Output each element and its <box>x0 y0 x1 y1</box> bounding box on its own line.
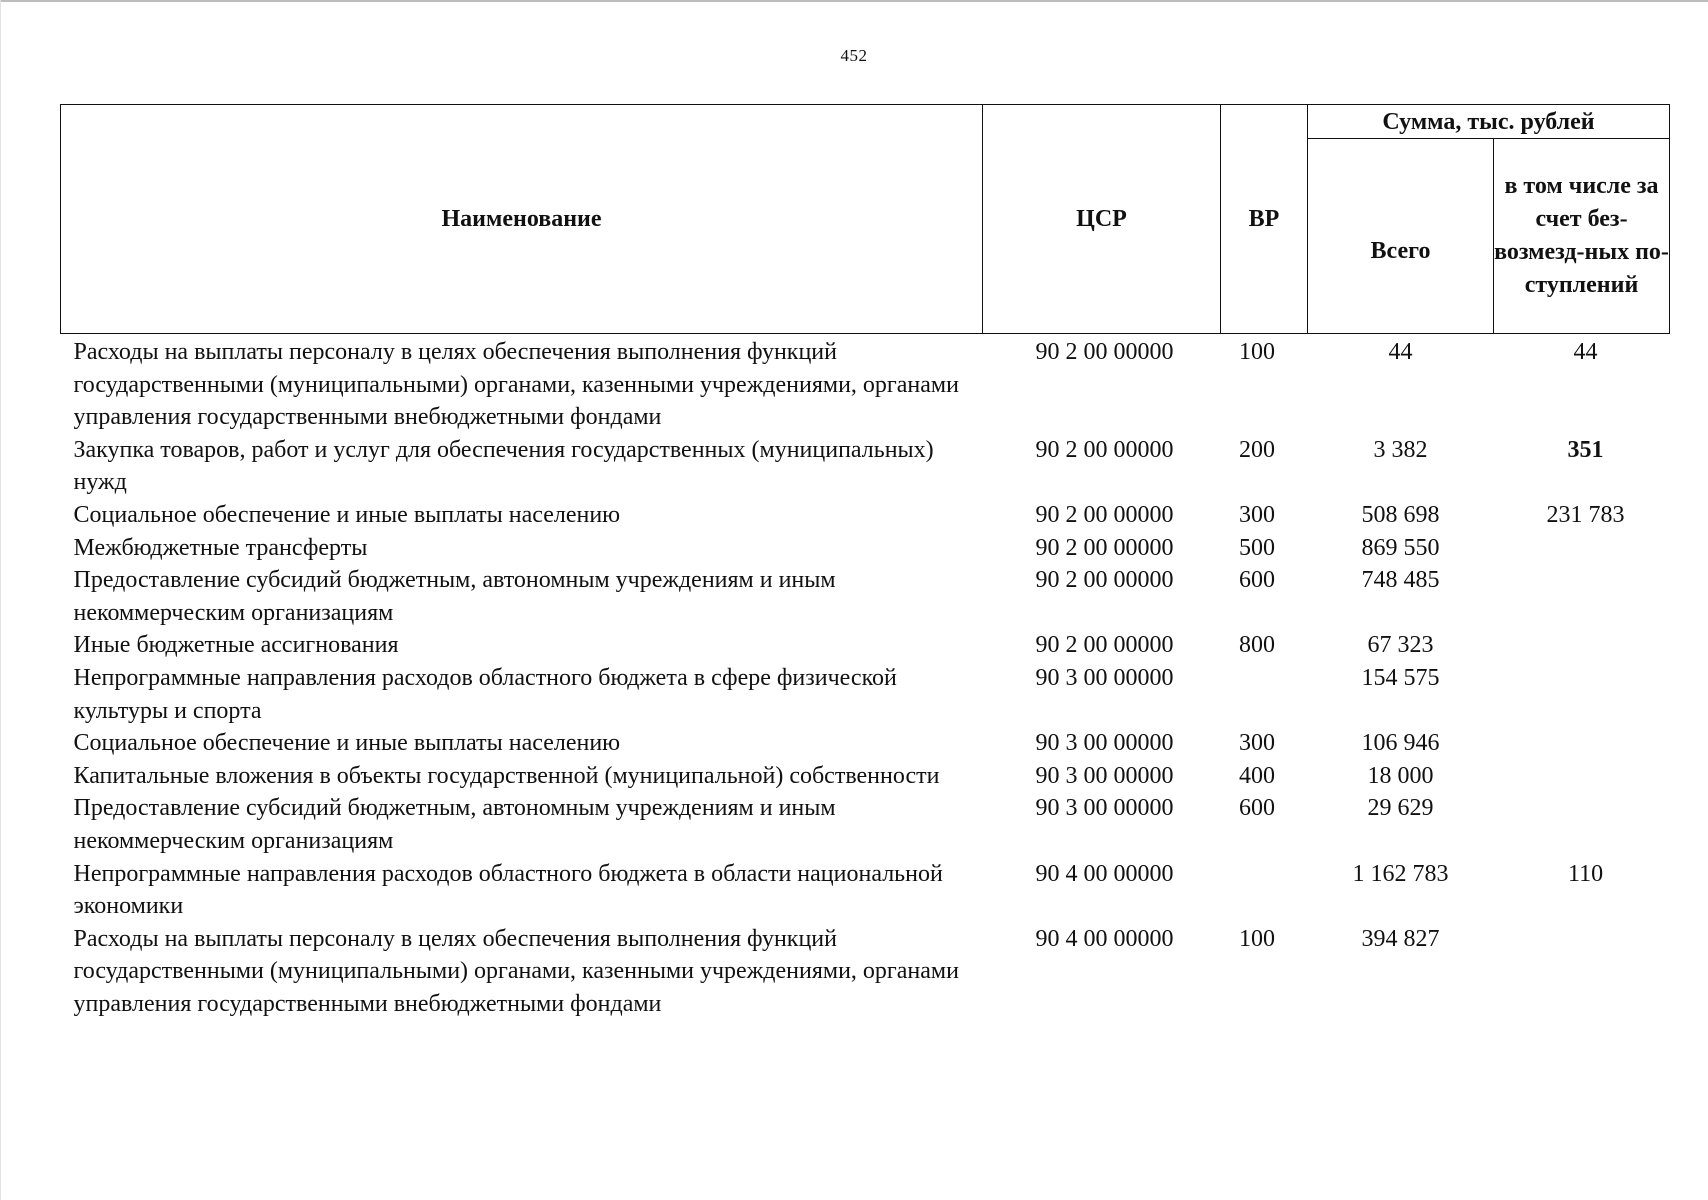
row-vr: 100 <box>1239 925 1275 952</box>
row-total: 748 485 <box>1361 567 1440 594</box>
row-total: 3 382 <box>1373 436 1428 463</box>
row-name: Социальное обеспечение и иные выплаты населению <box>73 501 621 528</box>
row-including: 351 <box>1567 436 1604 463</box>
scan-edge-left <box>0 0 1 1200</box>
table-body <box>61 334 1670 1021</box>
row-csr: 90 3 00 00000 <box>1035 664 1174 691</box>
row-name: Расходы на выплаты персоналу в целях обеспечения выполнения функций государственными (муниципальными) органами, казенными учреждениями, органами управления государственными внебюджетными фондами <box>73 925 959 1017</box>
row-vr: 400 <box>1239 762 1275 789</box>
table-row <box>61 499 1670 532</box>
row-csr: 90 3 00 00000 <box>1035 762 1174 789</box>
row-including <box>1494 923 1670 1021</box>
table-row <box>61 564 1670 629</box>
row-vr: 300 <box>1239 730 1275 757</box>
table-row <box>61 532 1670 565</box>
row-name: Предоставление субсидий бюджетным, автономным учреждениям и иным некоммерческим организациям <box>73 567 836 626</box>
row-total: 394 827 <box>1361 925 1440 952</box>
row-csr: 90 3 00 00000 <box>1035 795 1174 822</box>
header-including: в том числе за счет без-возмезд-ных по-ступлений <box>1494 139 1670 334</box>
row-including <box>1494 727 1670 760</box>
table-row <box>61 858 1670 923</box>
row-csr: 90 2 00 00000 <box>1035 632 1174 659</box>
row-vr: 500 <box>1239 534 1275 561</box>
header-total: Всего <box>1308 139 1494 334</box>
table-row <box>61 434 1670 499</box>
row-csr: 90 4 00 00000 <box>1035 860 1174 887</box>
page-number: 452 <box>840 46 868 65</box>
row-name: Социальное обеспечение и иные выплаты населению <box>73 730 621 757</box>
header-csr: ЦСР <box>983 105 1221 334</box>
budget-table <box>60 104 1670 1020</box>
row-total: 67 323 <box>1367 632 1434 659</box>
row-total: 508 698 <box>1361 501 1440 528</box>
table-row <box>61 760 1670 793</box>
row-csr: 90 2 00 00000 <box>1035 567 1174 594</box>
row-total: 869 550 <box>1361 534 1440 561</box>
row-name: Предоставление субсидий бюджетным, автономным учреждениям и иным некоммерческим организациям <box>73 795 836 854</box>
row-including <box>1494 532 1670 565</box>
table-row <box>61 629 1670 662</box>
row-including <box>1494 792 1670 857</box>
row-vr: 300 <box>1239 501 1275 528</box>
row-vr <box>1221 662 1308 727</box>
header-name: Наименование <box>61 105 983 334</box>
row-total: 154 575 <box>1361 664 1440 691</box>
row-including: 231 783 <box>1546 501 1625 528</box>
row-csr: 90 3 00 00000 <box>1035 730 1174 757</box>
row-csr: 90 2 00 00000 <box>1035 534 1174 561</box>
row-csr: 90 4 00 00000 <box>1035 925 1174 952</box>
row-including <box>1494 629 1670 662</box>
row-csr: 90 2 00 00000 <box>1035 501 1174 528</box>
row-vr: 600 <box>1239 795 1275 822</box>
row-including: 44 <box>1573 339 1598 365</box>
row-total: 44 <box>1388 339 1413 365</box>
row-total: 18 000 <box>1367 762 1434 789</box>
row-total: 29 629 <box>1367 795 1434 822</box>
row-including <box>1494 564 1670 629</box>
row-csr: 90 2 00 00000 <box>1035 436 1174 463</box>
row-name: Межбюджетные трансферты <box>73 534 368 561</box>
row-vr: 200 <box>1239 436 1275 463</box>
row-vr: 800 <box>1239 632 1275 659</box>
row-name: Капитальные вложения в объекты государственной (муниципальной) собственности <box>73 762 940 789</box>
header-vr: ВР <box>1221 105 1308 334</box>
row-including <box>1494 662 1670 727</box>
header-sum-group: Сумма, тыс. рублей <box>1308 105 1670 139</box>
table-header <box>61 105 1670 334</box>
row-name: Расходы на выплаты персоналу в целях обеспечения выполнения функций государственными (муниципальными) органами, казенными учреждениями, органами управления государственными внебюджетными фондами <box>73 339 959 431</box>
row-vr: 100 <box>1239 339 1275 365</box>
row-vr <box>1221 858 1308 923</box>
row-name: Непрограммные направления расходов областного бюджета в сфере физической культуры и спорта <box>73 664 897 724</box>
row-including: 110 <box>1567 860 1604 887</box>
row-total: 106 946 <box>1361 730 1440 757</box>
row-vr: 600 <box>1239 567 1275 594</box>
table-row <box>61 662 1670 727</box>
row-csr: 90 2 00 00000 <box>1035 339 1174 365</box>
table-row <box>61 923 1670 1021</box>
row-including <box>1494 760 1670 793</box>
table-row <box>61 792 1670 857</box>
row-name: Иные бюджетные ассигнования <box>73 632 399 659</box>
row-total: 1 162 783 <box>1352 860 1449 887</box>
row-name: Закупка товаров, работ и услуг для обеспечения государственных (муниципальных) нужд <box>73 436 934 496</box>
table-row <box>61 334 1670 434</box>
table-row <box>61 727 1670 760</box>
row-name: Непрограммные направления расходов областного бюджета в области национальной экономики <box>73 860 943 920</box>
scan-edge-top <box>0 0 1708 2</box>
